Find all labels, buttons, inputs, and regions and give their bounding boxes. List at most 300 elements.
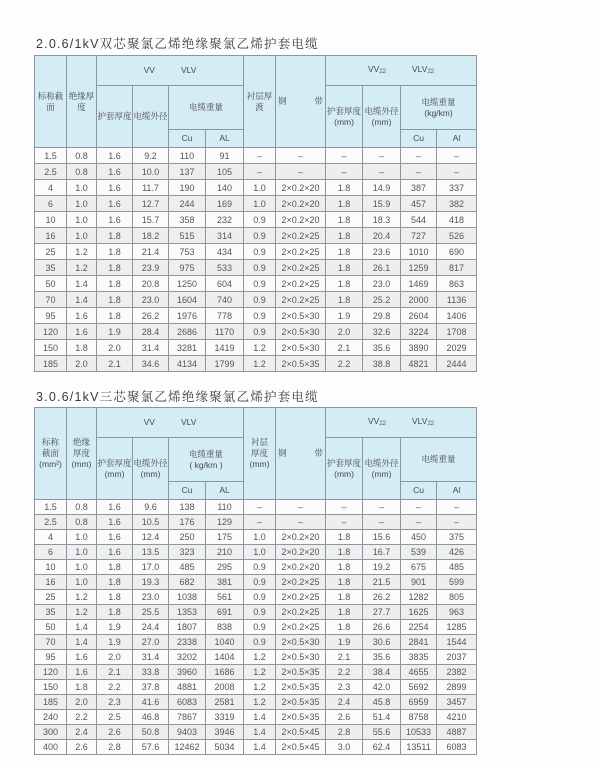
- header-bedding-thickness: 衬层厚渡: [244, 56, 276, 148]
- table-cell: 1.8: [97, 292, 133, 308]
- table-cell: 2037: [437, 650, 477, 665]
- table-cell: 26.6: [363, 620, 401, 635]
- table-cell: –: [401, 515, 437, 530]
- table-cell: 1.8: [326, 590, 363, 605]
- header-al: AL: [206, 482, 244, 500]
- table-cell: 675: [401, 560, 437, 575]
- table-cell: 1.0: [244, 180, 276, 196]
- table-cell: 2581: [206, 695, 244, 710]
- table-cell: 457: [401, 196, 437, 212]
- table-cell: 150: [35, 680, 67, 695]
- table-cell: 0.9: [244, 292, 276, 308]
- table-cell: 1.0: [67, 545, 97, 560]
- table-cell: 382: [437, 196, 477, 212]
- table-cell: 1.8: [326, 276, 363, 292]
- table-cell: 2338: [169, 635, 206, 650]
- unit: (mm): [71, 459, 92, 469]
- table-row: [35, 650, 477, 665]
- table-cell: 2×0.2×25: [276, 260, 326, 276]
- table-cell: 0.8: [67, 164, 97, 180]
- table-cell: 33.8: [133, 665, 169, 680]
- table-cell: 1.9: [326, 308, 363, 324]
- table-cell: 1.4: [244, 710, 276, 725]
- three-core-cable-table: [34, 407, 477, 755]
- table-cell: 18.3: [363, 212, 401, 228]
- table-cell: –: [244, 515, 276, 530]
- table-cell: 1.8: [326, 180, 363, 196]
- table-cell: 2.0: [67, 695, 97, 710]
- table-cell: 0.9: [244, 620, 276, 635]
- table-cell: 434: [206, 244, 244, 260]
- table-cell: 137: [169, 164, 206, 180]
- table-cell: 1.8: [326, 228, 363, 244]
- table-cell: 604: [206, 276, 244, 292]
- table-cell: 15.9: [363, 196, 401, 212]
- table-cell: 0.9: [244, 635, 276, 650]
- table-row: [35, 725, 477, 740]
- label-steel: 钢: [278, 96, 287, 106]
- table-cell: 2×0.5×30: [276, 650, 326, 665]
- table-cell: 690: [437, 244, 477, 260]
- table-cell: –: [244, 148, 276, 164]
- header-sheath-thickness: 护套厚度: [97, 86, 133, 148]
- table-cell: 805: [437, 590, 477, 605]
- table-cell: –: [363, 148, 401, 164]
- header-arm-outer-diameter: [363, 86, 401, 148]
- table-cell: 2×0.2×20: [276, 196, 326, 212]
- table-cell: 0.9: [244, 276, 276, 292]
- table-cell: 3890: [401, 340, 437, 356]
- sub-22: 22: [379, 68, 386, 75]
- table-cell: 5034: [206, 740, 244, 755]
- table-row: [35, 575, 477, 590]
- header-steel-tape: [276, 408, 326, 500]
- table-cell: –: [363, 164, 401, 180]
- table-cell: 12462: [169, 740, 206, 755]
- table-cell: 23.0: [133, 292, 169, 308]
- table-cell: 4210: [437, 710, 477, 725]
- table-cell: 2.0: [97, 650, 133, 665]
- table-cell: –: [244, 164, 276, 180]
- table-cell: 375: [437, 530, 477, 545]
- table-cell: 975: [169, 260, 206, 276]
- table-cell: 95: [35, 650, 67, 665]
- table-cell: 2.8: [97, 740, 133, 755]
- table-cell: 1.2: [244, 665, 276, 680]
- table-cell: 210: [206, 545, 244, 560]
- table-cell: –: [437, 515, 477, 530]
- table-cell: 1.0: [244, 196, 276, 212]
- table-cell: 30.6: [363, 635, 401, 650]
- table-cell: 838: [206, 620, 244, 635]
- table-cell: 2.3: [97, 695, 133, 710]
- unit: (mm): [140, 468, 161, 479]
- header-bedding-thickness: [244, 408, 276, 500]
- table-cell: 1.6: [97, 212, 133, 228]
- unit: (mm): [371, 468, 392, 479]
- table-cell: 4821: [401, 356, 437, 372]
- table-cell: –: [401, 500, 437, 515]
- table-cell: 70: [35, 292, 67, 308]
- label: 电缆外径: [364, 105, 399, 116]
- table-cell: 32.6: [363, 324, 401, 340]
- table-cell: 10533: [401, 725, 437, 740]
- table-cell: 1.9: [97, 324, 133, 340]
- table-cell: 817: [437, 260, 477, 276]
- table-cell: 11.7: [133, 180, 169, 196]
- table-cell: 1686: [206, 665, 244, 680]
- unit: ( kg/km ): [189, 459, 223, 470]
- table-cell: 1.8: [326, 244, 363, 260]
- table-cell: 3319: [206, 710, 244, 725]
- table-cell: 1.8: [326, 545, 363, 560]
- table-cell: 29.8: [363, 308, 401, 324]
- table-cell: 2×0.2×25: [276, 292, 326, 308]
- table-cell: 2×0.2×25: [276, 276, 326, 292]
- table-cell: 1469: [401, 276, 437, 292]
- table-cell: 2×0.5×35: [276, 710, 326, 725]
- table-cell: 37.8: [133, 680, 169, 695]
- table-cell: 10.0: [133, 164, 169, 180]
- table-cell: 740: [206, 292, 244, 308]
- table-cell: 0.9: [244, 228, 276, 244]
- table-cell: 12.4: [133, 530, 169, 545]
- table-cell: 1.2: [67, 590, 97, 605]
- table-cell: 1.8: [97, 590, 133, 605]
- label-vlv: VLV: [180, 417, 197, 427]
- table-cell: 16: [35, 228, 67, 244]
- table-cell: 2.0: [97, 340, 133, 356]
- table-row: [35, 308, 477, 324]
- table-cell: 35.6: [363, 340, 401, 356]
- table-cell: 0.9: [244, 308, 276, 324]
- table-cell: 1.5: [35, 148, 67, 164]
- table-cell: –: [276, 148, 326, 164]
- table-cell: 13511: [401, 740, 437, 755]
- table-cell: 38.4: [363, 665, 401, 680]
- table-cell: 2×0.2×20: [276, 180, 326, 196]
- table-cell: 2.4: [67, 725, 97, 740]
- table-cell: 185: [35, 356, 67, 372]
- unit: (mm): [334, 116, 354, 127]
- table-cell: 2.6: [326, 710, 363, 725]
- sub-22: 22: [427, 68, 435, 75]
- table-cell: 1.6: [97, 148, 133, 164]
- table-cell: 1799: [206, 356, 244, 372]
- table-cell: 381: [206, 575, 244, 590]
- label-steel: 钢: [278, 448, 287, 458]
- table-row: [35, 695, 477, 710]
- table-cell: 6083: [169, 695, 206, 710]
- table-cell: 3960: [169, 665, 206, 680]
- table-cell: 13.5: [133, 545, 169, 560]
- table-cell: 2×0.5×35: [276, 695, 326, 710]
- table-row: [35, 590, 477, 605]
- label: 绝缘厚度: [72, 437, 90, 458]
- table-cell: 1.8: [97, 605, 133, 620]
- table2-body: [35, 500, 477, 755]
- table-cell: 2000: [401, 292, 437, 308]
- table-cell: 26.2: [363, 590, 401, 605]
- table-row: [35, 164, 477, 180]
- table-cell: 1.0: [244, 530, 276, 545]
- table-cell: 25.5: [133, 605, 169, 620]
- table-cell: 450: [401, 530, 437, 545]
- table-cell: 140: [206, 180, 244, 196]
- table-cell: 2.0: [67, 356, 97, 372]
- table-cell: 1.6: [67, 650, 97, 665]
- table-row: [35, 244, 477, 260]
- table-cell: 1.5: [35, 500, 67, 515]
- unit: (mm): [249, 459, 270, 469]
- table-cell: 31.4: [133, 650, 169, 665]
- table-cell: 244: [169, 196, 206, 212]
- table-cell: 23.0: [363, 276, 401, 292]
- header-cable-weight: 电缆重量: [169, 86, 244, 130]
- table-cell: 8758: [401, 710, 437, 725]
- table-cell: 323: [169, 545, 206, 560]
- header-arm-sheath-thickness: [326, 438, 363, 500]
- table-cell: 3224: [401, 324, 437, 340]
- header-insulation-thickness: 绝缘厚度: [67, 56, 97, 148]
- table-row: [35, 740, 477, 755]
- table-row: [35, 665, 477, 680]
- table-row: [35, 260, 477, 276]
- table-cell: 1.6: [67, 665, 97, 680]
- table-row: [35, 340, 477, 356]
- table-cell: 2686: [169, 324, 206, 340]
- table-cell: 2.2: [67, 710, 97, 725]
- table-cell: 485: [169, 560, 206, 575]
- table-cell: 232: [206, 212, 244, 228]
- label: 电缆外径: [133, 457, 168, 468]
- table-cell: 599: [437, 575, 477, 590]
- table-cell: 57.6: [133, 740, 169, 755]
- table-cell: 1.8: [97, 575, 133, 590]
- table-cell: 1259: [401, 260, 437, 276]
- table-cell: 1.0: [67, 530, 97, 545]
- table-cell: 1.0: [67, 228, 97, 244]
- table-cell: 778: [206, 308, 244, 324]
- table-cell: 46.8: [133, 710, 169, 725]
- table-cell: 863: [437, 276, 477, 292]
- table-cell: 2.5: [35, 164, 67, 180]
- header-arm-sheath-thickness: [326, 86, 363, 148]
- table-row: [35, 530, 477, 545]
- table-cell: 1.6: [67, 308, 97, 324]
- table-cell: 1.6: [97, 196, 133, 212]
- table-cell: 2×0.2×20: [276, 212, 326, 228]
- table-cell: 10: [35, 212, 67, 228]
- table-cell: 2×0.2×25: [276, 620, 326, 635]
- table1-body: [35, 148, 477, 372]
- table-cell: 150: [35, 340, 67, 356]
- header-group-vv22-vlv22: [326, 56, 477, 86]
- table-cell: 26.1: [363, 260, 401, 276]
- table-cell: 1.0: [244, 545, 276, 560]
- label-vlv22: VLV: [412, 415, 428, 426]
- header-arm-al: Al: [437, 130, 477, 148]
- table-cell: 9.2: [133, 148, 169, 164]
- table-row: [35, 710, 477, 725]
- table-cell: –: [326, 500, 363, 515]
- table-cell: 1010: [401, 244, 437, 260]
- table-cell: 1.2: [244, 695, 276, 710]
- table-cell: 314: [206, 228, 244, 244]
- table-cell: 2×0.5×30: [276, 340, 326, 356]
- table-cell: 2×0.2×25: [276, 575, 326, 590]
- table-cell: 55.6: [363, 725, 401, 740]
- unit: (mm²): [39, 459, 62, 469]
- table-row: [35, 276, 477, 292]
- table-cell: 2029: [437, 340, 477, 356]
- table-row: [35, 292, 477, 308]
- table-cell: 51.4: [363, 710, 401, 725]
- table-cell: 10: [35, 560, 67, 575]
- table-cell: 1136: [437, 292, 477, 308]
- table-cell: 91: [206, 148, 244, 164]
- table-cell: 1.8: [97, 260, 133, 276]
- table-cell: 35.6: [363, 650, 401, 665]
- table-cell: 1406: [437, 308, 477, 324]
- table-cell: 2382: [437, 665, 477, 680]
- table-cell: 426: [437, 545, 477, 560]
- table-cell: 1285: [437, 620, 477, 635]
- table-cell: –: [363, 515, 401, 530]
- table-cell: 544: [401, 212, 437, 228]
- table-cell: 4134: [169, 356, 206, 372]
- table-cell: 4881: [169, 680, 206, 695]
- table-cell: 18.2: [133, 228, 169, 244]
- table-cell: 0.8: [67, 148, 97, 164]
- table-cell: 15.7: [133, 212, 169, 228]
- table-cell: 41.6: [133, 695, 169, 710]
- table-cell: 19.2: [363, 560, 401, 575]
- table-cell: 1.8: [326, 292, 363, 308]
- table-cell: 400: [35, 740, 67, 755]
- table-cell: 539: [401, 545, 437, 560]
- table-cell: 2×0.2×25: [276, 228, 326, 244]
- table-cell: 34.6: [133, 356, 169, 372]
- table-cell: 50: [35, 276, 67, 292]
- table-cell: 295: [206, 560, 244, 575]
- label-vlv: VLV: [180, 65, 197, 75]
- table-cell: 4: [35, 530, 67, 545]
- table-cell: 10.5: [133, 515, 169, 530]
- table-cell: 3457: [437, 695, 477, 710]
- label: 电缆重量: [189, 448, 224, 459]
- table-cell: 1.9: [97, 620, 133, 635]
- table-cell: 2.1: [326, 340, 363, 356]
- table-cell: 45.8: [363, 695, 401, 710]
- table1-title: 2.0.6/1kV双芯聚氯乙烯绝缘聚氯乙烯护套电缆: [36, 37, 319, 51]
- table-cell: –: [363, 500, 401, 515]
- table-cell: 26.2: [133, 308, 169, 324]
- table-cell: 21.4: [133, 244, 169, 260]
- label: 电缆外径: [364, 457, 399, 468]
- table-cell: 9.6: [133, 500, 169, 515]
- table-cell: 2×0.5×45: [276, 740, 326, 755]
- table-cell: 337: [437, 180, 477, 196]
- table-cell: 1.2: [244, 356, 276, 372]
- table-cell: 1.6: [97, 500, 133, 515]
- table-cell: 27.7: [363, 605, 401, 620]
- table-cell: 515: [169, 228, 206, 244]
- table-cell: 1.8: [67, 340, 97, 356]
- table-cell: 1040: [206, 635, 244, 650]
- table-cell: 418: [437, 212, 477, 228]
- table-row: [35, 635, 477, 650]
- unit: (mm): [371, 116, 392, 127]
- table-cell: 387: [401, 180, 437, 196]
- table-cell: 2.2: [97, 680, 133, 695]
- label-vv22: VV: [367, 63, 380, 74]
- table-cell: 105: [206, 164, 244, 180]
- table-cell: 1404: [206, 650, 244, 665]
- table-cell: 2×0.5×45: [276, 725, 326, 740]
- table-cell: 2841: [401, 635, 437, 650]
- header-group-vv-vlv: [97, 56, 244, 86]
- table-cell: 1.6: [97, 515, 133, 530]
- table-cell: 2.8: [326, 725, 363, 740]
- header-arm-cu: Cu: [401, 130, 437, 148]
- label: 护套厚度: [327, 457, 362, 468]
- table-cell: 1.2: [67, 244, 97, 260]
- table-cell: 16.7: [363, 545, 401, 560]
- table-cell: 0.9: [244, 324, 276, 340]
- table-cell: 2×0.5×30: [276, 308, 326, 324]
- table-cell: 1.0: [67, 180, 97, 196]
- table-cell: 1170: [206, 324, 244, 340]
- table-cell: 2.1: [97, 356, 133, 372]
- table-cell: 16: [35, 575, 67, 590]
- table-cell: 2.0: [326, 324, 363, 340]
- table-cell: 2604: [401, 308, 437, 324]
- table-cell: 1353: [169, 605, 206, 620]
- table-cell: 17.0: [133, 560, 169, 575]
- table-cell: 1.2: [244, 650, 276, 665]
- sub-22: 22: [379, 420, 386, 427]
- table-cell: 50: [35, 620, 67, 635]
- table-cell: 1419: [206, 340, 244, 356]
- table-cell: 1.6: [97, 530, 133, 545]
- table-cell: 2.2: [326, 665, 363, 680]
- table-cell: 2.5: [97, 710, 133, 725]
- table-cell: 1.8: [326, 605, 363, 620]
- label-vv: VV: [143, 417, 155, 427]
- table-cell: 1.8: [326, 575, 363, 590]
- table-cell: 1.0: [67, 212, 97, 228]
- table-cell: 1.8: [97, 228, 133, 244]
- table-cell: –: [244, 500, 276, 515]
- table-cell: 526: [437, 228, 477, 244]
- table-cell: 2008: [206, 680, 244, 695]
- table-cell: 120: [35, 665, 67, 680]
- table-cell: –: [326, 164, 363, 180]
- table-cell: 1.4: [67, 292, 97, 308]
- table-cell: –: [437, 164, 477, 180]
- label: 护套厚度: [97, 457, 132, 468]
- table-cell: 1.6: [97, 180, 133, 196]
- table-cell: 3281: [169, 340, 206, 356]
- table-row: [35, 228, 477, 244]
- table-cell: 1.4: [67, 635, 97, 650]
- table-cell: –: [401, 164, 437, 180]
- table-cell: 185: [35, 695, 67, 710]
- label-vv22: VV: [367, 415, 380, 426]
- table-cell: 2254: [401, 620, 437, 635]
- table-cell: 31.4: [133, 340, 169, 356]
